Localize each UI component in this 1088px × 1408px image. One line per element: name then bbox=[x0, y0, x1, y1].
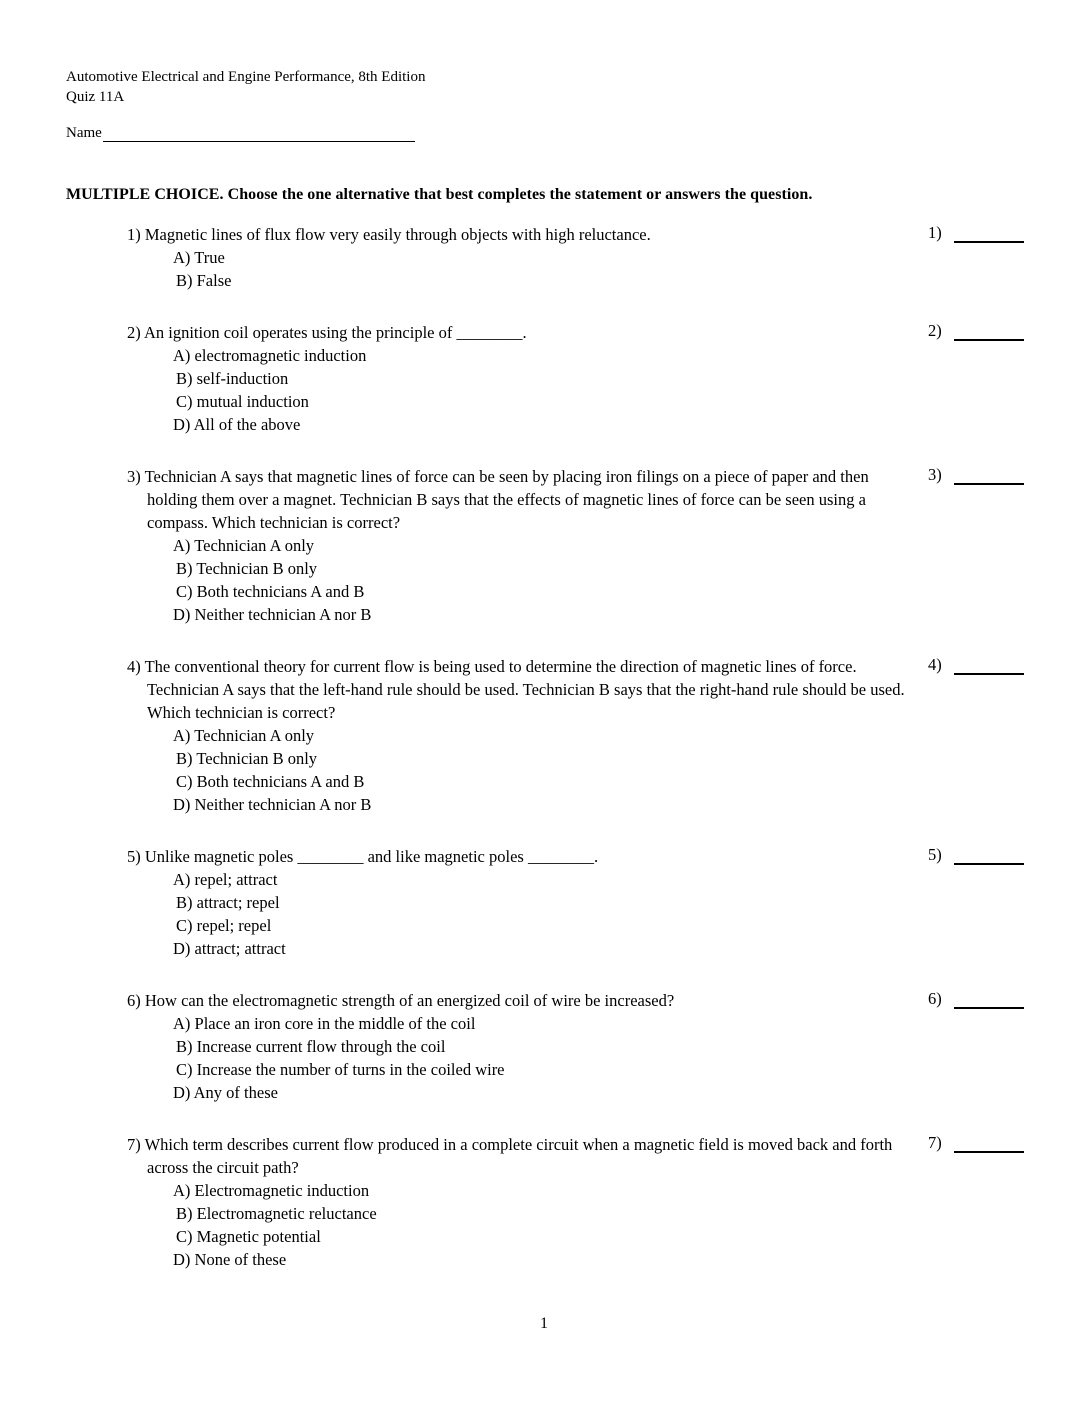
book-title: Automotive Electrical and Engine Performance, 8th Edition bbox=[66, 69, 426, 85]
answer-number: 4) bbox=[928, 655, 942, 674]
choice-a: A) electromagnetic induction bbox=[173, 346, 367, 365]
question-3 bbox=[127, 465, 907, 626]
question-stem: 4) The conventional theory for current flow is being used to determine the direction of magnetic lines of force. Technician A says that the left-hand rule should be used. Technician B says that the right-hand rule should be used. Which technician is correct? bbox=[127, 657, 905, 722]
choice-a: A) True bbox=[173, 248, 225, 267]
question-stem: 3) Technician A says that magnetic lines of force can be seen by placing iron filings on a piece of paper and then holding them over a magnet. Technician B says that the effects of magnetic lines of force can be seen using a compass. Which technician is correct? bbox=[127, 467, 869, 532]
answer-slot-5 bbox=[928, 845, 1024, 865]
answer-slot-6 bbox=[928, 989, 1024, 1009]
answer-slot-7 bbox=[928, 1133, 1024, 1153]
answer-number: 3) bbox=[928, 465, 942, 484]
choice-b: B) False bbox=[176, 271, 232, 290]
answer-blank[interactable] bbox=[954, 469, 1024, 485]
question-6 bbox=[127, 989, 907, 1104]
choice-d: D) None of these bbox=[173, 1250, 287, 1269]
quiz-title: Quiz 11A bbox=[66, 89, 125, 105]
choice-d: D) All of the above bbox=[173, 415, 301, 434]
question-7 bbox=[127, 1133, 907, 1271]
answer-number: 7) bbox=[928, 1133, 942, 1152]
choice-a: A) Electromagnetic induction bbox=[173, 1181, 370, 1200]
section-instructions: MULTIPLE CHOICE. Choose the one alternative that best completes the statement or answers the question. bbox=[66, 186, 813, 203]
question-stem: 6) How can the electromagnetic strength of an energized coil of wire be increased? bbox=[127, 991, 675, 1010]
name-blank-line[interactable] bbox=[103, 125, 415, 142]
name-label: Name bbox=[66, 125, 102, 141]
answer-blank[interactable] bbox=[954, 227, 1024, 243]
choice-c: C) Both technicians A and B bbox=[176, 772, 365, 791]
choice-c: C) repel; repel bbox=[176, 916, 272, 935]
choice-b: B) Increase current flow through the coil bbox=[176, 1037, 446, 1056]
choice-b: B) Technician B only bbox=[176, 749, 318, 768]
choice-a: A) repel; attract bbox=[173, 870, 278, 889]
question-stem: 5) Unlike magnetic poles ________ and like magnetic poles ________. bbox=[127, 847, 599, 866]
answer-blank[interactable] bbox=[954, 325, 1024, 341]
question-4 bbox=[127, 655, 907, 816]
answer-number: 6) bbox=[928, 989, 942, 1008]
page-number: 1 bbox=[540, 1315, 548, 1332]
question-stem: 7) Which term describes current flow produced in a complete circuit when a magnetic field is moved back and forth across the circuit path? bbox=[127, 1135, 893, 1177]
question-stem: 2) An ignition coil operates using the principle of ________. bbox=[127, 323, 527, 342]
answer-blank[interactable] bbox=[954, 993, 1024, 1009]
question-2 bbox=[127, 321, 907, 436]
choice-b: B) Technician B only bbox=[176, 559, 318, 578]
answer-slot-2 bbox=[928, 321, 1024, 341]
choice-c: C) mutual induction bbox=[176, 392, 309, 411]
answer-number: 1) bbox=[928, 223, 942, 242]
choice-d: D) Any of these bbox=[173, 1083, 278, 1102]
choice-c: C) Increase the number of turns in the coiled wire bbox=[176, 1060, 505, 1079]
choice-b: B) self-induction bbox=[176, 369, 289, 388]
answer-number: 2) bbox=[928, 321, 942, 340]
question-stem: 1) Magnetic lines of flux flow very easily through objects with high reluctance. bbox=[127, 225, 651, 244]
answer-blank[interactable] bbox=[954, 849, 1024, 865]
choice-b: B) Electromagnetic reluctance bbox=[176, 1204, 377, 1223]
choice-c: C) Both technicians A and B bbox=[176, 582, 365, 601]
answer-slot-3 bbox=[928, 465, 1024, 485]
document-header bbox=[66, 67, 425, 107]
answer-blank[interactable] bbox=[954, 659, 1024, 675]
question-5 bbox=[127, 845, 907, 960]
choice-a: A) Technician A only bbox=[173, 536, 315, 555]
choice-d: D) Neither technician A nor B bbox=[173, 795, 372, 814]
answer-blank[interactable] bbox=[954, 1137, 1024, 1153]
choice-a: A) Place an iron core in the middle of the coil bbox=[173, 1014, 476, 1033]
name-field-row bbox=[66, 125, 415, 142]
answer-number: 5) bbox=[928, 845, 942, 864]
answer-slot-4 bbox=[928, 655, 1024, 675]
choice-d: D) Neither technician A nor B bbox=[173, 605, 372, 624]
choice-d: D) attract; attract bbox=[173, 939, 286, 958]
answer-slot-1 bbox=[928, 223, 1024, 243]
question-1 bbox=[127, 223, 907, 292]
choice-c: C) Magnetic potential bbox=[176, 1227, 321, 1246]
choice-a: A) Technician A only bbox=[173, 726, 315, 745]
choice-b: B) attract; repel bbox=[176, 893, 280, 912]
